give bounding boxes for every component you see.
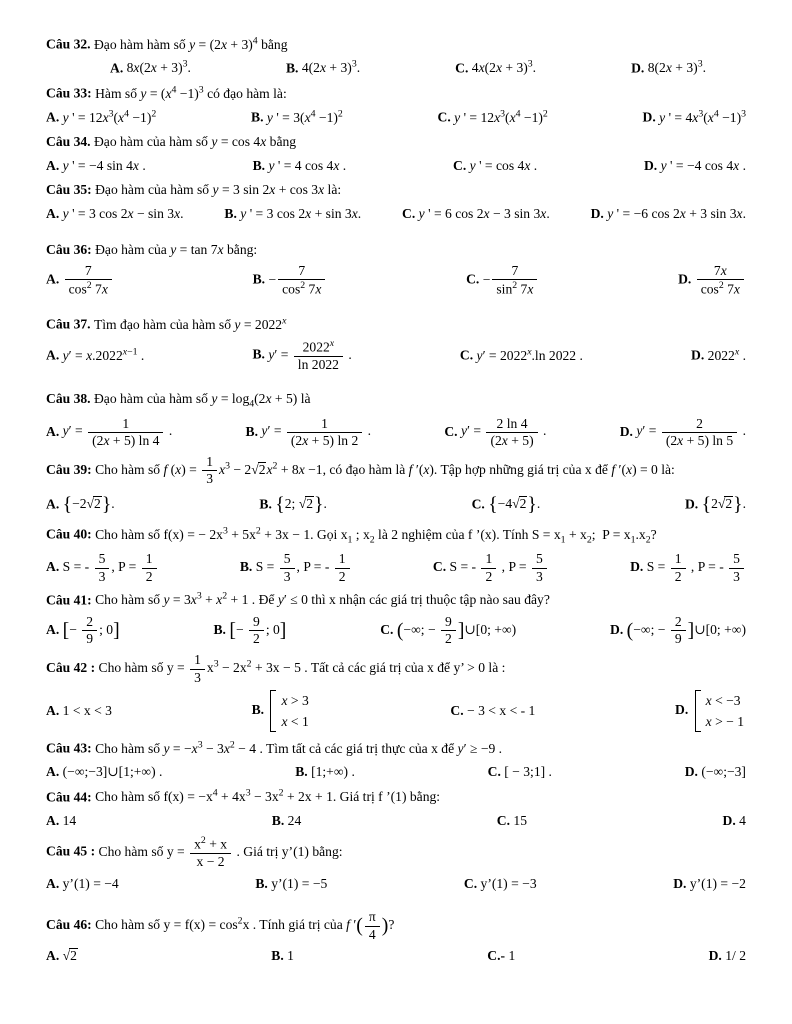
- question-45-option-a: [46, 874, 119, 894]
- option-text: y′ = $\frac{1}{(2x + 5) \ln 4}$ .: [62, 415, 173, 448]
- question-41-option-a: [46, 614, 120, 648]
- option-label: C.: [402, 205, 416, 221]
- options-row: [46, 491, 746, 520]
- question-44: [46, 787, 746, 831]
- question-35-option-d: [591, 204, 746, 224]
- question-39-option-a: [46, 491, 115, 520]
- option-text: (−∞;−3]: [701, 764, 746, 780]
- question-38-option-d: [620, 416, 746, 450]
- option-text: S = $\frac{5}{3}$ , P = - $\frac{1}{2}$: [256, 559, 352, 574]
- question-number: Câu 35:: [46, 182, 96, 198]
- question-text: Cho hàm số $y = f(x) = \cos^2x$ . Tính giá trị của f ′( $\frac{\pi}{4}$ )?: [95, 909, 395, 942]
- question-stem: [46, 524, 746, 548]
- option-label: D.: [708, 947, 722, 963]
- option-label: B.: [239, 559, 253, 575]
- option-label: B.: [255, 875, 268, 891]
- question-41-option-d: [610, 614, 746, 648]
- question-43-option-b: [295, 762, 355, 782]
- question-46-option-b: [271, 946, 294, 966]
- question-number: Câu 34.: [46, 134, 94, 150]
- question-38-option-c: [444, 416, 546, 450]
- option-text: 4: [739, 812, 746, 828]
- option-text: 1: [287, 947, 294, 963]
- option-label: B.: [252, 346, 265, 362]
- options-row: [46, 551, 746, 585]
- option-label: C.: [450, 703, 464, 719]
- option-label: B.: [213, 621, 226, 637]
- option-label: C.: [432, 559, 447, 575]
- question-46-option-c: [487, 946, 515, 966]
- options-row: [46, 689, 746, 733]
- question-34-option-d: [644, 156, 746, 176]
- option-text: [− $\frac{2}{9}$ ; 0]: [62, 613, 120, 647]
- option-text: {−4√2}.: [488, 493, 541, 516]
- question-text: Hàm số $y = (x^4 -1)^3$ có đạo hàm là:: [95, 84, 287, 101]
- option-text: y ' = cos 4x .: [469, 157, 538, 173]
- question-39-option-d: [685, 491, 746, 520]
- question-33: [46, 83, 746, 127]
- question-33-option-b: [251, 107, 343, 127]
- option-text: y ' = 4 cos 4x .: [268, 157, 347, 173]
- option-label: D.: [691, 347, 705, 363]
- question-text: Cho hàm số f (x) = $\frac{1}{3}$ $x^3 - 2√2x^2 + 8x -1$, có đạo hàm là f ′(x). Tập hợp những giá trị của x để f ′(x) = 0 là:: [95, 454, 675, 487]
- question-40-option-c: [433, 551, 549, 585]
- options-row: [46, 946, 746, 966]
- option-text: (−∞; − $\frac{2}{9}$ ]∪[0; +∞): [626, 613, 746, 647]
- question-41-option-c: [380, 614, 516, 648]
- question-37: [46, 314, 746, 373]
- question-39: [46, 454, 746, 519]
- option-label: A.: [46, 947, 60, 963]
- question-number: Câu 43:: [46, 740, 96, 756]
- option-label: C.: [496, 812, 510, 828]
- question-32-option-b: [286, 58, 360, 78]
- option-text: (−∞; − $\frac{9}{2}$ ]∪[0; +∞): [396, 613, 517, 647]
- option-label: D.: [590, 205, 604, 221]
- option-text: 1/ 2: [725, 947, 746, 963]
- option-text: y ' = $4x^3(x^4 -1)^3$: [659, 108, 746, 125]
- option-text: S = - $\frac{1}{2}$ , P = $\frac{5}{3}$: [450, 559, 549, 574]
- options-row: [46, 762, 746, 782]
- question-42-option-b: [252, 689, 311, 733]
- question-36-option-a: [46, 263, 114, 298]
- option-text: y ' = $12x^3(x^4 -1)^2$: [454, 108, 548, 125]
- option-label: A.: [46, 347, 60, 363]
- question-stem: [46, 787, 746, 808]
- option-text: $\frac{7}{\cos^2 7x}$: [63, 272, 114, 287]
- option-text: y ' = −4 cos 4x .: [660, 157, 746, 173]
- question-38-option-a: [46, 416, 172, 450]
- option-text: − $\frac{7}{\cos^2 7x}$: [268, 272, 327, 287]
- option-label: D.: [675, 702, 689, 718]
- question-41: [46, 590, 746, 648]
- question-43-option-a: [46, 762, 162, 782]
- option-label: B.: [224, 205, 237, 221]
- option-label: B.: [252, 157, 266, 173]
- option-text: y ' = −6 cos 2x + 3 sin 3x.: [607, 205, 746, 221]
- option-label: A.: [46, 271, 60, 287]
- question-44-option-a: [46, 811, 76, 831]
- option-label: C.: [453, 157, 467, 173]
- question-text: Cho hàm số y = $\frac{1}{3}$ $x^3 - 2x^2 + 3x - 5$ . Tất cả các giá trị của x để y’ > 0 là :: [98, 652, 506, 685]
- question-43-option-d: [685, 762, 746, 782]
- option-label: C.: [463, 875, 478, 891]
- question-35-option-c: [402, 204, 550, 224]
- question-44-option-b: [272, 811, 301, 831]
- option-label: A.: [46, 423, 60, 439]
- option-text: $4(2x + 3)^3$.: [301, 58, 361, 76]
- question-45: [46, 835, 746, 893]
- option-text: − $\frac{7}{\sin^2 7x}$: [483, 272, 540, 287]
- option-label: D.: [722, 812, 736, 828]
- question-text: Cho hàm số $y = 3x^3 + x^2 + 1$ . Để y′ ≤ 0 thì x nhận các giá trị thuộc tập nào sau đây?: [95, 590, 550, 608]
- question-36: [46, 240, 746, 299]
- question-stem: [46, 738, 746, 759]
- question-text: Cho hàm số $f(x) = -x^4 + 4x^3 - 3x^2 + 2x + 1$. Giá trị f ’(1) bằng:: [95, 787, 441, 805]
- question-39-option-b: [259, 491, 326, 520]
- option-label: D.: [630, 559, 644, 575]
- question-stem: [46, 240, 746, 260]
- option-label: C.: [466, 271, 480, 287]
- question-33-option-a: [46, 107, 156, 127]
- option-label: A.: [46, 205, 60, 221]
- question-number: Câu 46:: [46, 917, 96, 933]
- option-text: [1;+∞) .: [311, 764, 355, 780]
- question-number: Câu 41:: [46, 592, 96, 608]
- question-list: [46, 34, 746, 966]
- option-label: B.: [295, 764, 308, 780]
- question-34-option-c: [453, 156, 537, 176]
- question-32-option-a: [110, 58, 191, 78]
- option-label: A.: [46, 764, 60, 780]
- option-text: y ' = $3(x^4 -1)^2$: [266, 108, 343, 125]
- question-stem: [46, 835, 746, 870]
- option-text: S = - $\frac{5}{3}$ , P = $\frac{1}{2}$: [63, 559, 159, 574]
- question-stem: [46, 34, 746, 55]
- option-label: C.-: [487, 947, 506, 963]
- options-row: [46, 156, 746, 176]
- question-number: Câu 32.: [46, 36, 94, 52]
- question-35-option-b: [224, 204, 361, 224]
- question-text: Cho hàm số f(x) = − $2x^3 + 5x^2 + 3x - 1$. Gọi $x_1$ ; $x_2$ là 2 nghiệm của f ’(x). Tính $S = x_1 + x_2$; $P = x_1.x_2$?: [95, 525, 657, 546]
- option-label: B.: [251, 109, 264, 125]
- option-text: (−∞;−3]∪[1;+∞) .: [62, 764, 163, 780]
- options-row: [46, 874, 746, 894]
- option-text: 15: [513, 812, 527, 828]
- question-37-option-d: [691, 345, 746, 365]
- option-text: y ' = 6 cos 2x − 3 sin 3x.: [418, 205, 550, 221]
- option-text: x < −3 x > − 1: [692, 702, 746, 717]
- option-text: $8x(2x + 3)^3$.: [126, 58, 191, 76]
- option-text: y ' = −4 sin 4x .: [62, 157, 146, 173]
- option-text: y′ = $\frac{2 \ln 4}{(2x + 5)}$ .: [460, 415, 547, 448]
- option-text: 24: [287, 812, 302, 828]
- option-text: $4x(2x + 3)^3$.: [471, 58, 537, 76]
- question-42-option-d: [675, 689, 746, 733]
- option-text: y ' = 3 cos 2x − sin 3x.: [62, 205, 184, 221]
- options-row: [46, 58, 746, 78]
- question-36-option-d: [678, 263, 746, 298]
- question-45-option-d: [673, 874, 746, 894]
- option-label: A.: [110, 60, 124, 76]
- option-text: y′ = $\frac{2022^x}{\ln 2022}$ .: [268, 337, 352, 372]
- option-label: B.: [285, 60, 299, 76]
- question-text: Cho hàm số y = $\frac{x^2 + x}{x - 2}$ . Giá trị y’(1) bằng:: [98, 835, 343, 870]
- options-row: [46, 614, 746, 648]
- question-number: Câu 45 :: [46, 844, 99, 860]
- question-42: [46, 652, 746, 733]
- question-text: Đạo hàm của hàm số y = cos 4x bằng: [93, 134, 297, 150]
- question-37-option-a: [46, 345, 144, 365]
- question-stem: [46, 454, 746, 488]
- option-text: $y' = 2022^x.\ln$ 2022 .: [476, 346, 583, 363]
- question-40-option-b: [240, 551, 352, 585]
- question-46-option-a: [46, 946, 78, 966]
- option-text: y′ = $\frac{2}{(2x + 5) \ln 5}$ .: [636, 415, 746, 448]
- option-text: √2: [62, 947, 77, 963]
- question-46-option-d: [709, 946, 746, 966]
- question-text: Đạo hàm hàm số $y = (2x + 3)^4$ bằng: [93, 35, 288, 52]
- option-label: A.: [46, 559, 60, 575]
- question-stem: [46, 652, 746, 686]
- question-40-option-a: [46, 551, 159, 585]
- option-label: D.: [684, 764, 698, 780]
- option-text: [− $\frac{9}{2}$ ; 0]: [229, 613, 287, 647]
- question-43: [46, 738, 746, 782]
- options-row: [46, 811, 746, 831]
- options-row: [46, 416, 746, 450]
- option-text: $\frac{7x}{\cos^2 7x}$: [695, 272, 746, 287]
- question-43-option-c: [488, 762, 552, 782]
- option-text: x > 3 x < 1: [267, 702, 310, 717]
- question-42-option-c: [450, 701, 535, 721]
- option-text: {2√2}.: [701, 493, 746, 516]
- question-34-option-b: [253, 156, 347, 176]
- question-34-option-a: [46, 156, 146, 176]
- option-label: C.: [455, 60, 469, 76]
- question-33-option-d: [643, 107, 746, 127]
- option-label: A.: [46, 496, 60, 512]
- option-text: y′ = $\frac{1}{(2x + 5) \ln 2}$ .: [261, 415, 372, 448]
- question-35-option-a: [46, 204, 184, 224]
- option-label: B.: [259, 496, 272, 512]
- option-label: A.: [46, 812, 60, 828]
- question-45-option-b: [255, 874, 327, 894]
- option-label: C.: [487, 764, 501, 780]
- question-40: [46, 524, 746, 585]
- option-text: 14: [62, 812, 77, 828]
- question-stem: [46, 909, 746, 943]
- question-36-option-c: [466, 263, 539, 298]
- question-number: Câu 40:: [46, 526, 96, 542]
- question-32-option-c: [455, 58, 536, 78]
- option-text: − 3 < x < - 1: [467, 703, 536, 719]
- question-37-option-c: [460, 345, 583, 365]
- option-label: C.: [459, 347, 474, 363]
- option-label: D.: [619, 423, 633, 439]
- option-label: C.: [471, 496, 485, 512]
- option-label: A.: [46, 109, 60, 125]
- question-38: [46, 389, 746, 449]
- option-label: A.: [46, 703, 60, 719]
- option-text: S = $\frac{1}{2}$ , P = - $\frac{5}{3}$: [647, 559, 746, 574]
- option-text: y ' = $12x^3(x^4 -1)^2$: [62, 108, 157, 125]
- question-text: Tìm đạo hàm của hàm số $y = 2022^x$: [93, 315, 287, 332]
- option-text: [ − 3;1] .: [504, 764, 552, 780]
- option-label: D.: [673, 875, 687, 891]
- option-text: y’(1) = −4: [62, 875, 119, 891]
- question-45-option-c: [464, 874, 537, 894]
- question-number: Câu 33:: [46, 85, 96, 101]
- question-stem: [46, 83, 746, 104]
- question-text: Đạo hàm của y = tan 7x bằng:: [95, 241, 258, 257]
- question-stem: [46, 132, 746, 152]
- option-label: B.: [252, 271, 266, 287]
- option-label: C.: [437, 109, 451, 125]
- option-label: B.: [271, 947, 284, 963]
- question-number: Câu 36:: [46, 241, 96, 257]
- question-text: Cho hàm số $y = -x^3 - 3x^2 - 4$ . Tìm tất cả các giá trị thực của x để y′ ≥ −9 .: [95, 739, 503, 756]
- options-row: [46, 107, 746, 127]
- question-35: [46, 180, 746, 223]
- question-number: Câu 42 :: [46, 660, 99, 676]
- question-number: Câu 38.: [46, 391, 94, 407]
- option-text: 2022$^x$ .: [707, 346, 746, 363]
- option-text: $8(2x + 3)^3$.: [647, 58, 706, 76]
- option-label: C.: [444, 423, 458, 439]
- options-row: [46, 204, 746, 224]
- options-row: [46, 263, 746, 298]
- question-37-option-b: [252, 338, 351, 373]
- question-32-option-d: [631, 58, 706, 78]
- option-text: y ' = 3 cos 2x + sin 3x.: [240, 205, 362, 221]
- option-label: D.: [643, 157, 658, 173]
- option-label: D.: [642, 109, 656, 125]
- question-32: [46, 34, 746, 78]
- option-text: $y' = x.2022^{x-1}$ .: [62, 346, 145, 363]
- option-label: C.: [380, 621, 394, 637]
- option-label: A.: [46, 875, 60, 891]
- question-number: Câu 37.: [46, 316, 94, 332]
- question-stem: [46, 389, 746, 412]
- option-label: D.: [684, 496, 699, 512]
- question-stem: [46, 590, 746, 611]
- question-44-option-d: [723, 811, 746, 831]
- option-label: B.: [245, 423, 259, 439]
- question-39-option-c: [472, 491, 541, 520]
- option-label: A.: [46, 621, 60, 637]
- option-label: B.: [271, 812, 285, 828]
- option-text: {−2√2}.: [62, 493, 115, 516]
- question-46: [46, 909, 746, 965]
- option-label: D.: [678, 271, 692, 287]
- option-text: {2; √2}.: [275, 493, 327, 516]
- option-label: B.: [251, 702, 265, 718]
- question-41-option-b: [213, 614, 286, 648]
- question-40-option-d: [630, 551, 746, 585]
- option-text: y’(1) = −3: [480, 875, 537, 891]
- question-33-option-c: [438, 107, 548, 127]
- question-number: Câu 39:: [46, 462, 96, 478]
- question-42-option-a: [46, 701, 112, 721]
- question-36-option-b: [253, 263, 328, 298]
- option-text: 1: [508, 947, 516, 963]
- option-text: 1 < x < 3: [62, 703, 112, 719]
- question-38-option-b: [246, 416, 372, 450]
- question-stem: [46, 314, 746, 335]
- question-stem: [46, 180, 746, 200]
- option-label: D.: [631, 60, 645, 76]
- options-row: [46, 338, 746, 373]
- option-label: A.: [46, 157, 60, 173]
- option-text: y’(1) = −2: [689, 875, 746, 891]
- question-text: Đạo hàm của hàm số $y = \log_4(2x + 5)$ là: [93, 391, 311, 410]
- option-label: D.: [610, 621, 624, 637]
- question-44-option-c: [497, 811, 527, 831]
- option-text: y’(1) = −5: [271, 875, 328, 891]
- question-34: [46, 132, 746, 175]
- question-text: Đạo hàm của hàm số y = 3 sin 2x + cos 3x là:: [95, 182, 342, 198]
- question-number: Câu 44:: [46, 789, 96, 805]
